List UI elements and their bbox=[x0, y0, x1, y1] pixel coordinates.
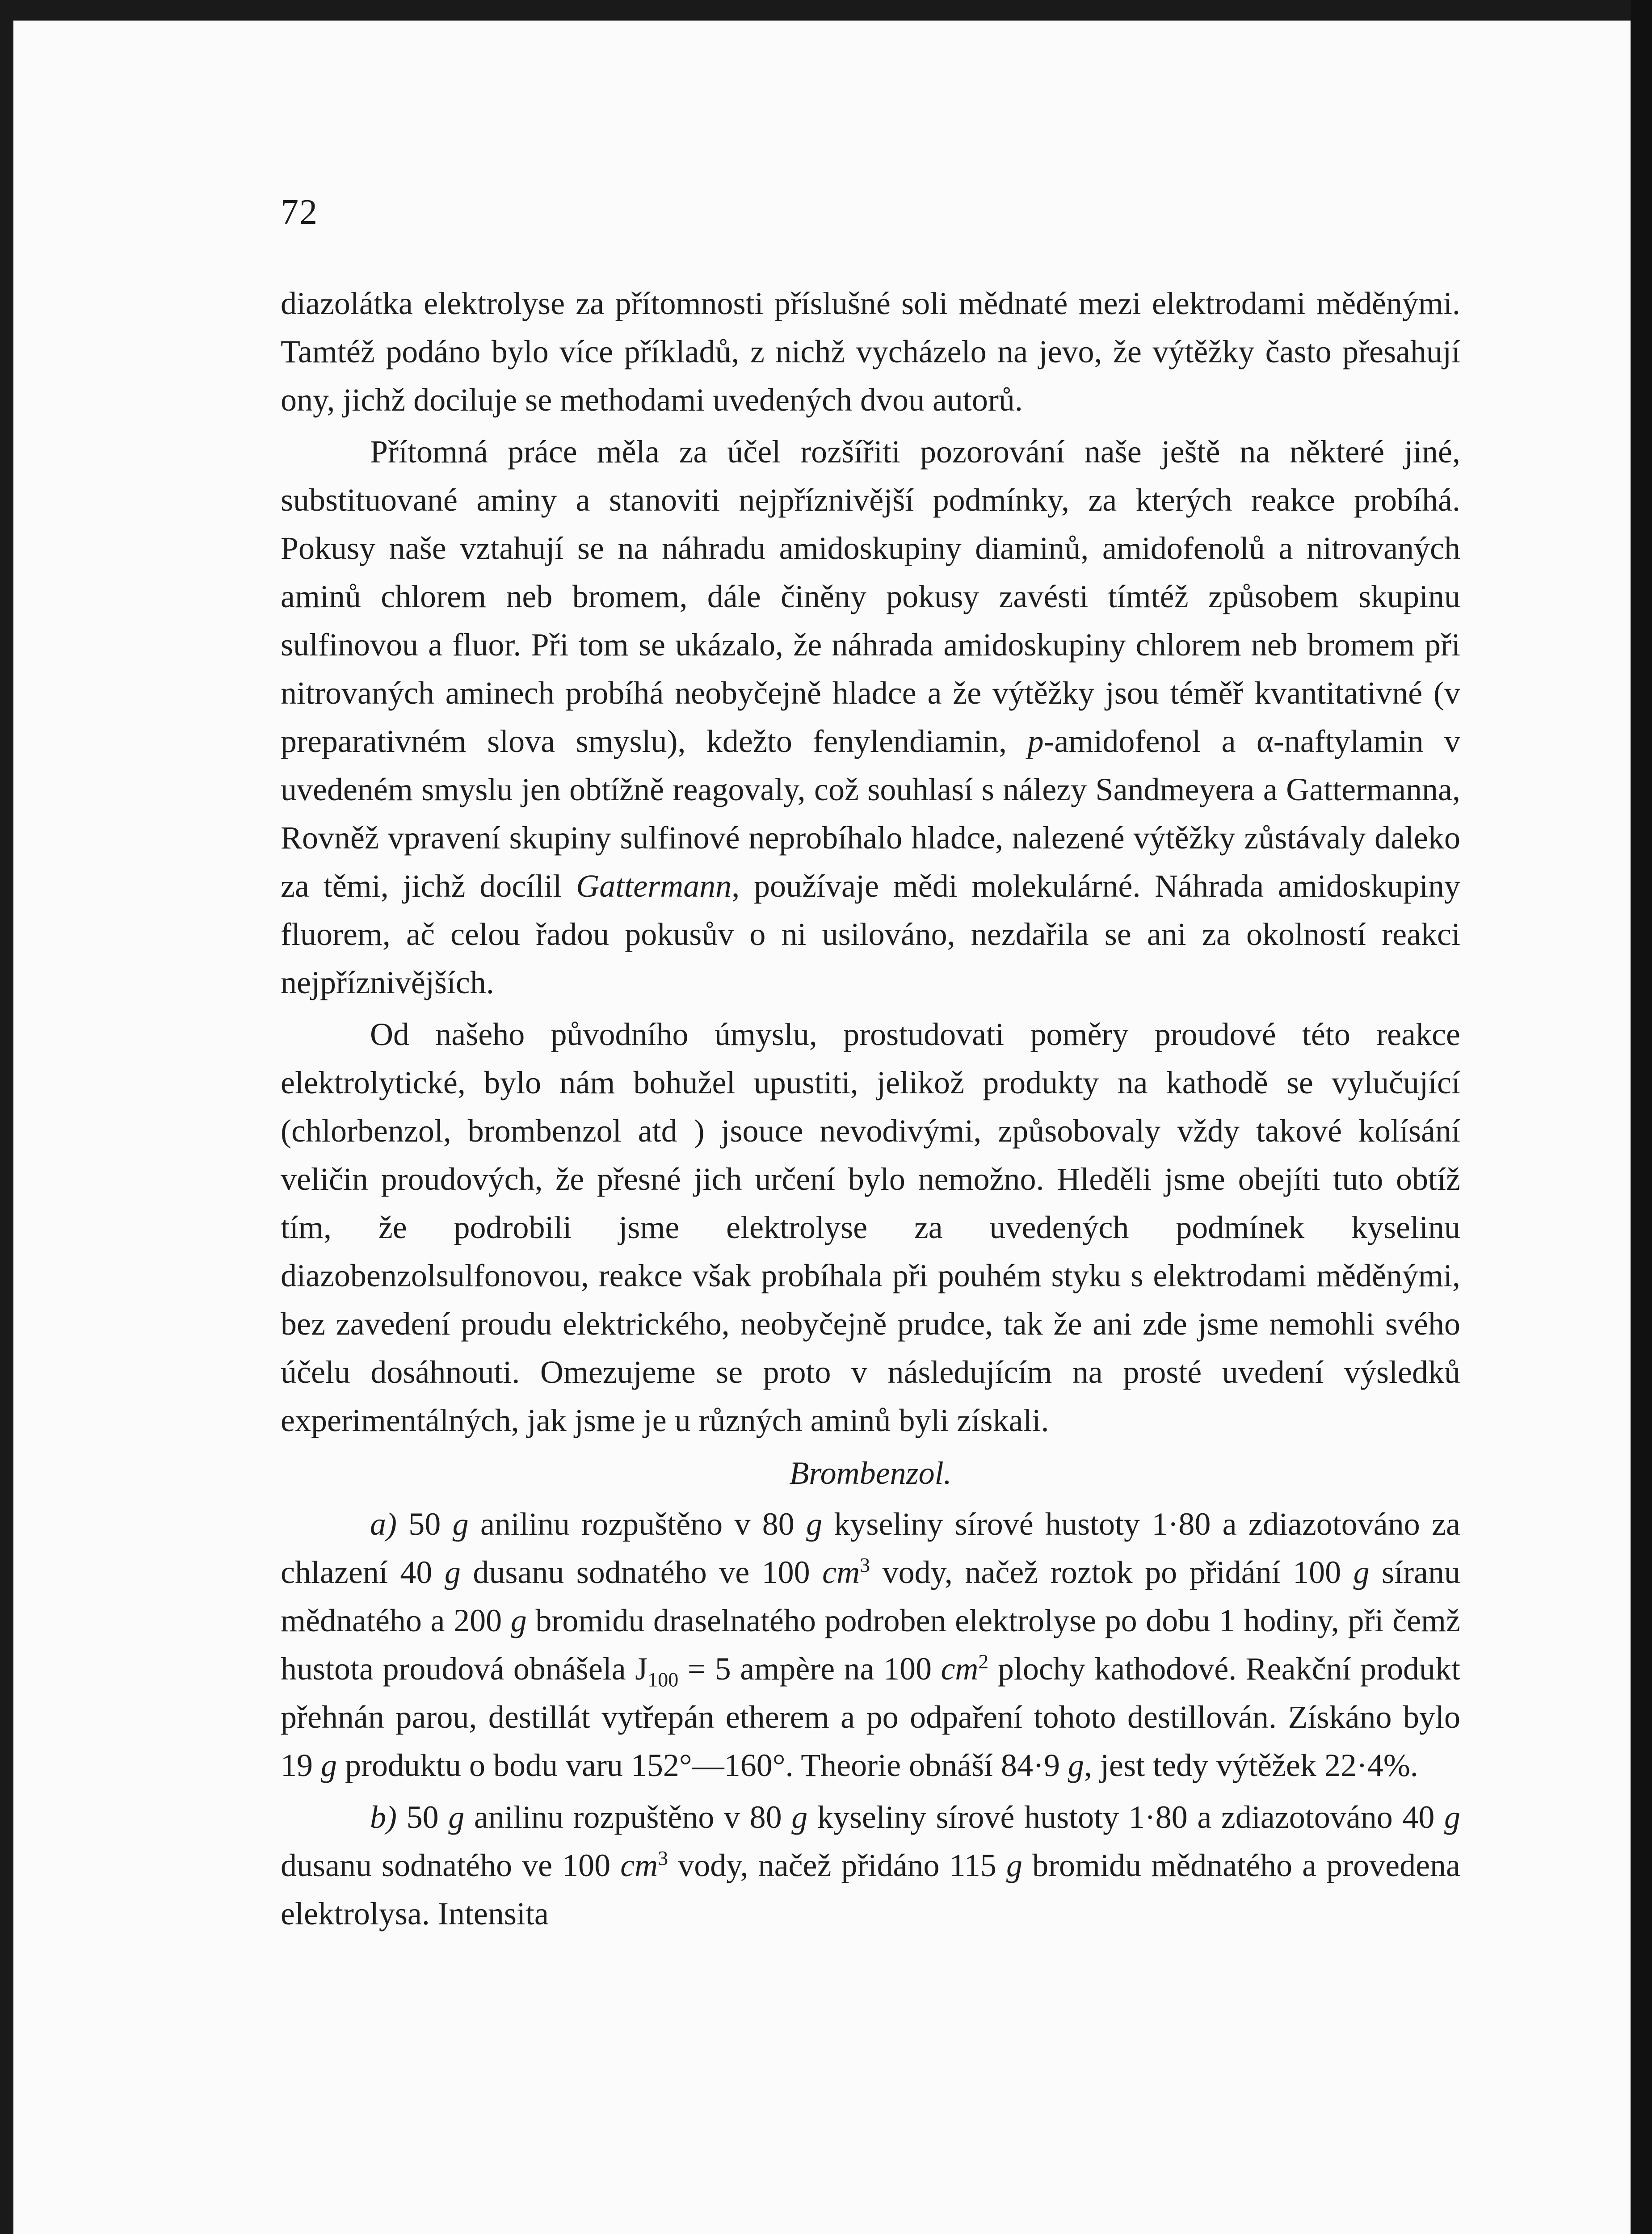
section-heading: Brombenzol. bbox=[789, 1455, 952, 1491]
page-number: 72 bbox=[281, 193, 318, 232]
paragraph-3: Od našeho původního úmyslu, prostudovati poměry proudové této reakce elektrolytické, bylo nám bohužel upustiti, jelikož produkty na kathodě se vylučující (chlorbenzol, brombenzol atd ) jsouce nevodivými, způsobovaly vždy takové kolísání veličin proudových, že přesné jich určení bylo nemožno. Hleděli jsme obejíti tuto obtíž tím, že podrobili jsme elektrolyse za uvedených podmínek kyselinu diazobenzolsulfonovou, reakce však probíhala při pouhém styku s elektrodami měděnými, bez zavedení proudu elektrického, neobyčejně prudce, tak že ani zde jsme nemohli svého účelu dosáhnouti. Omezujeme se proto v následujícím na prosté uvedení výsledků experimentálných, jak jsme je u různých aminů byli získali. bbox=[281, 1016, 1460, 1438]
author-name: Gattermann bbox=[576, 868, 732, 904]
paragraph-2: Přítomná práce měla za účel rozšířiti pozorování naše ještě na některé jiné, substituované aminy a stanoviti nejpříznivější podmínky, za kterých reakce probíhá. Pokusy naše vztahují se na náhradu amidoskupiny diaminů, amidofenolů a nitrovaných aminů chlorem neb bromem, dále činěny pokusy zavésti tímtéž způsobem skupinu sulfinovou a fluor. Při tom se ukázalo, že náhrada amidoskupiny chlorem neb bromem při nitrovaných aminech probíhá neobyčejně hladce a že výtěžky jsou téměř kvantitativné (v preparativném slova smyslu), kdežto fenylendiamin, p-amidofenol a α-naftylamin v uvedeném smyslu jen obtížně reagovaly, což souhlasí s nálezy Sandmeyera a Gattermanna, Rovněž vpravení skupiny sulfinové neprobíhalo hladce, nalezené výtěžky zůstávaly daleko za těmi, jichž docílil Gattermann, používaje mědi molekulárné. Náhrada amidoskupiny fluorem, ač celou řadou pokusův o ni usilováno, nezdařila se ani za okolností reakci nejpříznivějších. bbox=[281, 434, 1461, 1000]
scan-border-right bbox=[1631, 0, 1652, 2234]
paragraph-1: diazolátka elektrolyse za přítomnosti příslušné soli mědnaté mezi elektrodami měděnými. Tamtéž podáno bylo více příkladů, z nichž vycházelo na jevo, že výtěžky často přesahují ony, jichž dociluje se methodami uvedených dvou autorů. bbox=[281, 286, 1460, 418]
scan-border-left bbox=[0, 0, 13, 2234]
paragraph-b: b) 50 g anilinu rozpuštěno v 80 g kyseliny sírové hustoty 1·80 a zdiazotováno 40 g dusanu sodnatého ve 100 $cm^3$ vody, načež přidáno 115 g bromidu mědnatého a provedena elektrolysa. Intensita bbox=[281, 1799, 1460, 1932]
scan-border-top bbox=[0, 0, 1652, 21]
body-text bbox=[281, 279, 1460, 1938]
paragraph-a: a) 50 g anilinu rozpuštěno v 80 g kyseliny sírové hustoty 1·80 a zdiazotováno za chlazení 40 g dusanu sodnatého ve 100 $cm^3$ vody, načež roztok po přidání 100 g síranu mědnatého a 200 g bromidu draselnatého podroben elektrolyse po dobu 1 hodiny, při čemž hustota proudová obnášela $J_{100} = 5$ ampère na 100 $cm^2$ plochy kathodové. Reakční produkt přehnán parou, destillát vytřepán etherem a po odpaření tohoto destillován. Získáno bylo 19 g produktu o bodu varu 152°—160°. Theorie obnáší 84·9 g, jest tedy výtěžek 22·4%. bbox=[281, 1506, 1461, 1783]
